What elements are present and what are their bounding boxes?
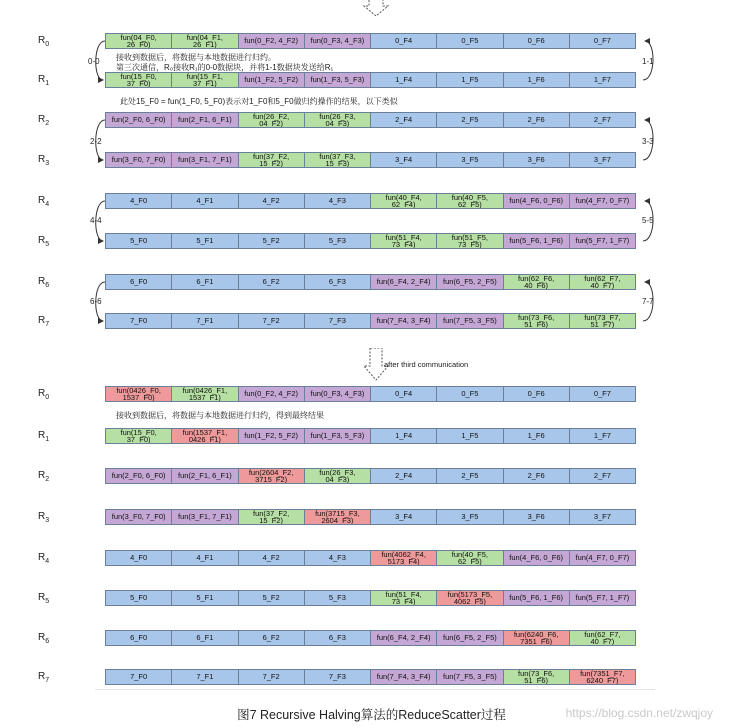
bottom-cell-r4-f7: fun(4_F7, 0_F7) [569, 550, 636, 566]
top-cell-r3-f7: 3_F7 [569, 152, 636, 168]
note-final-result: 接收到数据后，将数据与本地数据进行归约，得到最终结果 [116, 411, 324, 420]
bottom-cell-r7-f7: fun(7351_F7, 6240_F7) [569, 669, 636, 685]
bottom-cell-r7-f5: fun(7_F5, 3_F5) [436, 669, 503, 685]
note-third-comm: 第三次通信，R₀接收R₁的0-0数据块，并将1-1数据块发送给R₁ [116, 63, 334, 72]
top-cell-r3-f5: 3_F5 [436, 152, 503, 168]
bottom-cell-r6-f0: 6_F0 [105, 630, 172, 646]
top-rank-label-0: $R_0$ [38, 35, 50, 48]
bottom-row-r5 [105, 590, 643, 606]
top-cell-r1-f3: fun(1_F3, 5_F3) [304, 72, 371, 88]
top-cell-r6-f3: 6_F3 [304, 274, 371, 290]
top-row-r7 [105, 313, 643, 329]
top-cell-r2-f5: 2_F5 [436, 112, 503, 128]
top-cell-r2-f4: 2_F4 [370, 112, 437, 128]
top-cell-r3-f4: 3_F4 [370, 152, 437, 168]
bottom-cell-r4-f4: fun(4062_F4, 5173_F4) [370, 550, 437, 566]
top-cell-r4-f0: 4_F0 [105, 193, 172, 209]
bottom-cell-r1-f4: 1_F4 [370, 428, 437, 444]
bottom-cell-r5-f0: 5_F0 [105, 590, 172, 606]
bottom-cell-r2-f4: 2_F4 [370, 468, 437, 484]
bottom-cell-r5-f4: fun(51_F4, 73_F4) [370, 590, 437, 606]
caption-divider [95, 689, 655, 690]
top-cell-r6-f1: 6_F1 [171, 274, 238, 290]
top-cell-r2-f0: fun(2_F0, 6_F0) [105, 112, 172, 128]
top-cell-r7-f7: fun(73_F7, 51_F7) [569, 313, 636, 329]
bottom-cell-r4-f5: fun(40_F5, 62_F5) [436, 550, 503, 566]
bottom-cell-r3-f4: 3_F4 [370, 509, 437, 525]
bottom-rank-label-1: $R_1$ [38, 430, 50, 443]
bottom-cell-r5-f7: fun(5_F7, 1_F7) [569, 590, 636, 606]
bottom-row-r7 [105, 669, 643, 685]
bottom-cell-r4-f6: fun(4_F6, 0_F6) [503, 550, 570, 566]
top-cell-r5-f4: fun(51_F4, 73_F4) [370, 233, 437, 249]
bottom-row-r6 [105, 630, 643, 646]
top-cell-r0-f2: fun(0_F2, 4_F2) [238, 33, 305, 49]
bottom-cell-r3-f2: fun(37_F2, 15_F2) [238, 509, 305, 525]
bottom-cell-r6-f6: fun(6240_F6, 7351_F6) [503, 630, 570, 646]
top-cell-r0-f0: fun(04_F0, 26_F0) [105, 33, 172, 49]
bottom-cell-r7-f2: 7_F2 [238, 669, 305, 685]
bottom-cell-r2-f2: fun(2604_F2, 3715_F2) [238, 468, 305, 484]
bottom-cell-r3-f6: 3_F6 [503, 509, 570, 525]
top-cell-r0-f3: fun(0_F3, 4_F3) [304, 33, 371, 49]
bottom-cell-r7-f6: fun(73_F6, 51_F6) [503, 669, 570, 685]
top-cell-r5-f5: fun(51_F5, 73_F5) [436, 233, 503, 249]
top-cell-r5-f1: 5_F1 [171, 233, 238, 249]
bottom-cell-r0-f4: 0_F4 [370, 386, 437, 402]
bottom-cell-r2-f1: fun(2_F1, 6_F1) [171, 468, 238, 484]
bottom-cell-r4-f0: 4_F0 [105, 550, 172, 566]
top-cell-r7-f4: fun(7_F4, 3_F4) [370, 313, 437, 329]
bottom-cell-r4-f1: 4_F1 [171, 550, 238, 566]
top-cell-r4-f2: 4_F2 [238, 193, 305, 209]
bottom-rank-label-0: $R_0$ [38, 388, 50, 401]
top-rank-label-1: $R_1$ [38, 74, 50, 87]
top-row-r4 [105, 193, 643, 209]
bottom-rank-label-5: $R_5$ [38, 592, 50, 605]
top-cell-r6-f5: fun(6_F5, 2_F5) [436, 274, 503, 290]
bottom-cell-r5-f5: fun(5173_F5, 4062_F5) [436, 590, 503, 606]
bottom-cell-r4-f3: 4_F3 [304, 550, 371, 566]
bottom-row-r3 [105, 509, 643, 525]
bottom-cell-r3-f1: fun(3_F1, 7_F1) [171, 509, 238, 525]
top-row-r2 [105, 112, 643, 128]
top-cell-r4-f7: fun(4_F7, 0_F7) [569, 193, 636, 209]
pair-label-1-1: 1-1 [642, 57, 654, 66]
bottom-cell-r3-f3: fun(3715_F3, 2604_F3) [304, 509, 371, 525]
top-cell-r7-f3: 7_F3 [304, 313, 371, 329]
top-cell-r6-f0: 6_F0 [105, 274, 172, 290]
top-cell-r7-f0: 7_F0 [105, 313, 172, 329]
top-row-r1 [105, 72, 643, 88]
bottom-cell-r7-f4: fun(7_F4, 3_F4) [370, 669, 437, 685]
bottom-cell-r1-f3: fun(1_F3, 5_F3) [304, 428, 371, 444]
bottom-cell-r6-f3: 6_F3 [304, 630, 371, 646]
bottom-rank-label-4: $R_4$ [38, 552, 50, 565]
top-cell-r4-f4: fun(40_F4, 62_F4) [370, 193, 437, 209]
bottom-cell-r6-f2: 6_F2 [238, 630, 305, 646]
top-cell-r3-f3: fun(37_F3, 15_F3) [304, 152, 371, 168]
bottom-cell-r2-f5: 2_F5 [436, 468, 503, 484]
top-rank-label-6: $R_6$ [38, 276, 50, 289]
bottom-row-r4 [105, 550, 643, 566]
top-cell-r6-f4: fun(6_F4, 2_F4) [370, 274, 437, 290]
bottom-cell-r0-f2: fun(0_F2, 4_F2) [238, 386, 305, 402]
pair-label-4-4: 4-4 [90, 216, 102, 225]
bottom-cell-r6-f4: fun(6_F4, 2_F4) [370, 630, 437, 646]
top-cell-r2-f3: fun(26_F3, 04_F3) [304, 112, 371, 128]
top-cell-r1-f2: fun(1_F2, 5_F2) [238, 72, 305, 88]
bottom-cell-r7-f3: 7_F3 [304, 669, 371, 685]
bottom-rank-label-6: $R_6$ [38, 632, 50, 645]
bottom-cell-r2-f3: fun(26_F3, 04_F3) [304, 468, 371, 484]
top-cell-r5-f2: 5_F2 [238, 233, 305, 249]
top-rank-label-7: $R_7$ [38, 315, 50, 328]
step-label: after third communication [384, 360, 469, 369]
top-rank-label-4: $R_4$ [38, 195, 50, 208]
bottom-cell-r1-f0: fun(15_F0, 37_F0) [105, 428, 172, 444]
top-cell-r6-f2: 6_F2 [238, 274, 305, 290]
bottom-cell-r3-f7: 3_F7 [569, 509, 636, 525]
bottom-cell-r3-f5: 3_F5 [436, 509, 503, 525]
bottom-cell-r1-f2: fun(1_F2, 5_F2) [238, 428, 305, 444]
bottom-cell-r6-f1: 6_F1 [171, 630, 238, 646]
bottom-cell-r7-f1: 7_F1 [171, 669, 238, 685]
pair-label-5-5: 5-5 [642, 216, 654, 225]
bottom-row-r0 [105, 386, 643, 402]
watermark: https://blog.csdn.net/zwqjoy [565, 706, 713, 720]
bottom-cell-r1-f5: 1_F5 [436, 428, 503, 444]
bottom-cell-r2-f7: 2_F7 [569, 468, 636, 484]
bottom-rank-label-3: $R_3$ [38, 511, 50, 524]
bottom-cell-r2-f6: 2_F6 [503, 468, 570, 484]
top-row-r3 [105, 152, 643, 168]
bottom-rank-label-2: $R_2$ [38, 470, 50, 483]
top-cell-r4-f3: 4_F3 [304, 193, 371, 209]
pair-label-3-3: 3-3 [642, 137, 654, 146]
pair-label-0-0: 0-0 [88, 57, 100, 66]
bottom-cell-r1-f1: fun(1537_F1, 0426_F1) [171, 428, 238, 444]
top-cell-r6-f6: fun(62_F6, 40_F6) [503, 274, 570, 290]
top-cell-r1-f1: fun(15_F1, 37_F1) [171, 72, 238, 88]
top-cell-r3-f6: 3_F6 [503, 152, 570, 168]
top-cell-r0-f7: 0_F7 [569, 33, 636, 49]
top-cell-r1-f4: 1_F4 [370, 72, 437, 88]
bottom-cell-r1-f7: 1_F7 [569, 428, 636, 444]
top-cell-r7-f2: 7_F2 [238, 313, 305, 329]
top-cell-r7-f5: fun(7_F5, 3_F5) [436, 313, 503, 329]
bottom-cell-r3-f0: fun(3_F0, 7_F0) [105, 509, 172, 525]
top-cell-r2-f2: fun(26_F2, 04_F2) [238, 112, 305, 128]
bottom-row-r1 [105, 428, 643, 444]
top-cell-r2-f6: 2_F6 [503, 112, 570, 128]
top-cell-r3-f2: fun(37_F2, 15_F2) [238, 152, 305, 168]
top-row-r5 [105, 233, 643, 249]
bottom-cell-r0-f3: fun(0_F3, 4_F3) [304, 386, 371, 402]
top-rank-label-5: $R_5$ [38, 235, 50, 248]
bottom-cell-r0-f1: fun(0426_F1, 1537_F1) [171, 386, 238, 402]
top-cell-r6-f7: fun(62_F7, 40_F7) [569, 274, 636, 290]
note-reduce: 接收到数据后，将数据与本地数据进行归约。 [116, 53, 276, 62]
bottom-row-r2 [105, 468, 643, 484]
pair-label-2-2: 2-2 [90, 137, 102, 146]
bottom-rank-label-7: $R_7$ [38, 671, 50, 684]
top-cell-r0-f4: 0_F4 [370, 33, 437, 49]
bottom-cell-r4-f2: 4_F2 [238, 550, 305, 566]
top-row-r6 [105, 274, 643, 290]
top-rank-label-3: $R_3$ [38, 154, 50, 167]
top-cell-r1-f5: 1_F5 [436, 72, 503, 88]
pair-label-7-7: 7-7 [642, 297, 654, 306]
bottom-cell-r6-f7: fun(62_F7, 40_F7) [569, 630, 636, 646]
figure-caption: 图7 Recursive Halving算法的ReduceScatter过程 [237, 708, 506, 722]
top-cell-r4-f1: 4_F1 [171, 193, 238, 209]
top-cell-r3-f1: fun(3_F1, 7_F1) [171, 152, 238, 168]
top-cell-r1-f7: 1_F7 [569, 72, 636, 88]
pair-label-6-6: 6-6 [90, 297, 102, 306]
bottom-cell-r0-f0: fun(0426_F0, 1537_F0) [105, 386, 172, 402]
bottom-cell-r2-f0: fun(2_F0, 6_F0) [105, 468, 172, 484]
bottom-cell-r5-f6: fun(5_F6, 1_F6) [503, 590, 570, 606]
note-explanation: 此处15_F0 = fun(1_F0, 5_F0)表示对1_F0和5_F0做归约操作的结果，以下类似 [120, 97, 398, 106]
top-cell-r5-f7: fun(5_F7, 1_F7) [569, 233, 636, 249]
top-cell-r2-f1: fun(2_F1, 6_F1) [171, 112, 238, 128]
top-cell-r7-f6: fun(73_F6, 51_F6) [503, 313, 570, 329]
top-cell-r7-f1: 7_F1 [171, 313, 238, 329]
top-cell-r5-f0: 5_F0 [105, 233, 172, 249]
bottom-cell-r6-f5: fun(6_F5, 2_F5) [436, 630, 503, 646]
top-cell-r2-f7: 2_F7 [569, 112, 636, 128]
bottom-cell-r0-f6: 0_F6 [503, 386, 570, 402]
top-cell-r1-f0: fun(15_F0, 37_F0) [105, 72, 172, 88]
top-cell-r5-f6: fun(5_F6, 1_F6) [503, 233, 570, 249]
bottom-cell-r0-f5: 0_F5 [436, 386, 503, 402]
top-row-r0 [105, 33, 643, 49]
top-cell-r1-f6: 1_F6 [503, 72, 570, 88]
bottom-cell-r1-f6: 1_F6 [503, 428, 570, 444]
top-cell-r4-f5: fun(40_F5, 62_F5) [436, 193, 503, 209]
top-cell-r3-f0: fun(3_F0, 7_F0) [105, 152, 172, 168]
bottom-cell-r0-f7: 0_F7 [569, 386, 636, 402]
top-rank-label-2: $R_2$ [38, 114, 50, 127]
bottom-cell-r5-f3: 5_F3 [304, 590, 371, 606]
top-cell-r0-f6: 0_F6 [503, 33, 570, 49]
top-cell-r4-f6: fun(4_F6, 0_F6) [503, 193, 570, 209]
top-cell-r5-f3: 5_F3 [304, 233, 371, 249]
top-cell-r0-f1: fun(04_F1, 26_F1) [171, 33, 238, 49]
top-cell-r0-f5: 0_F5 [436, 33, 503, 49]
bottom-cell-r7-f0: 7_F0 [105, 669, 172, 685]
bottom-cell-r5-f1: 5_F1 [171, 590, 238, 606]
bottom-cell-r5-f2: 5_F2 [238, 590, 305, 606]
